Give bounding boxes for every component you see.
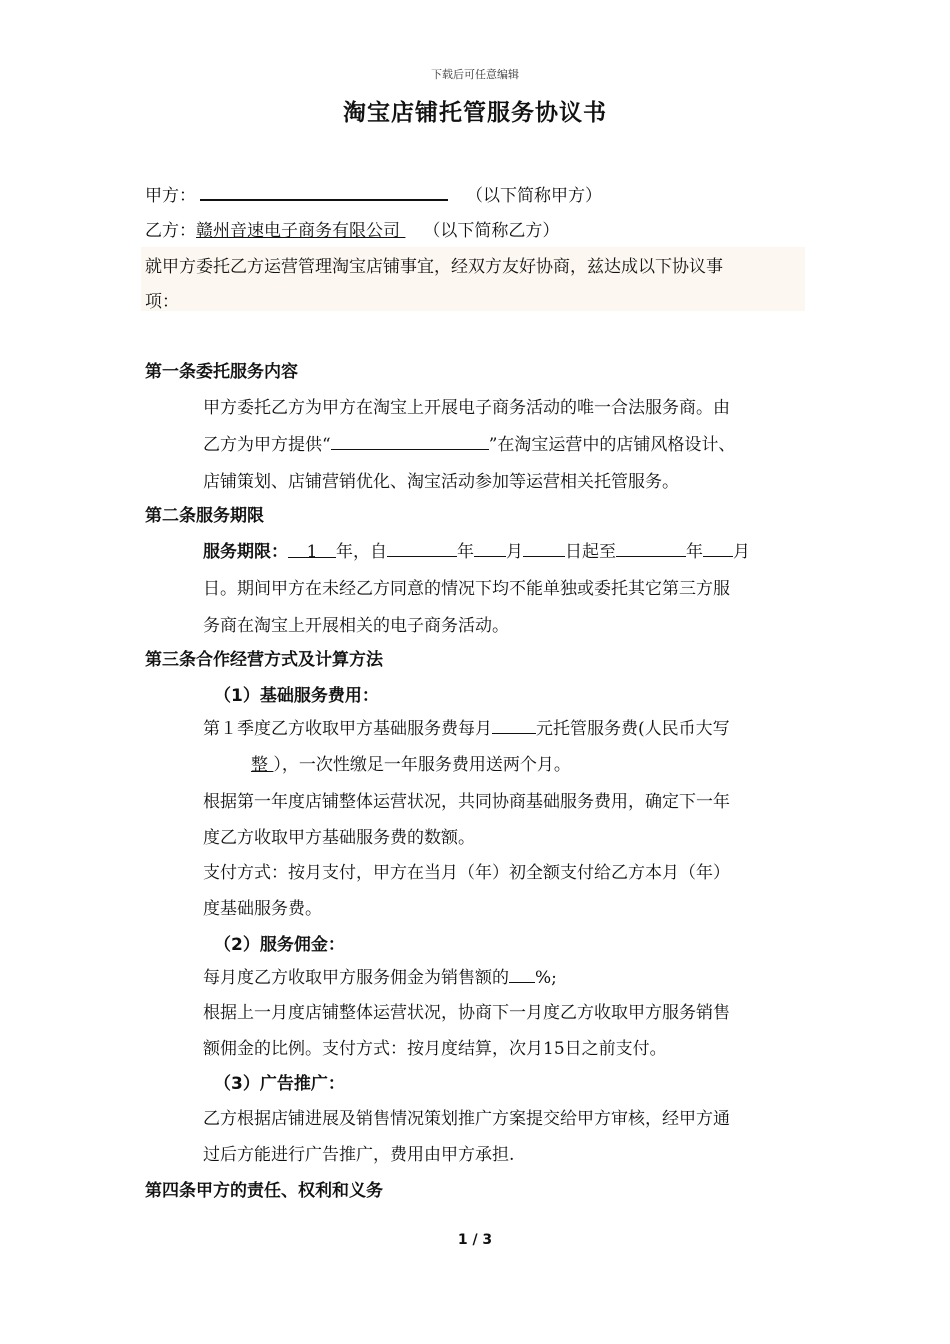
section-commission-heading: （2）服务佣金： [214,935,345,955]
commission-rate-blank [509,967,535,983]
term-years-value: 1 [288,542,336,558]
service-term-line: 服务期限： 1 年，自 年 月 日起至 年 月 [203,542,750,562]
intro-line-2: 项： [145,292,179,312]
article-2-line-3: 务商在淘宝上开展相关的电子商务活动。 [203,616,509,636]
party-b-line [145,216,559,241]
article-2-heading: 第二条服务期限 [145,506,264,526]
party-a-blank [200,184,448,201]
monthly-fee-blank [492,718,536,734]
page-number: 1 / 3 [457,1232,493,1248]
section-advertising-heading: （3）广告推广： [214,1074,345,1094]
article-1-heading: 第一条委托服务内容 [145,362,298,382]
section-basic-fee-heading: （1）基础服务费用： [214,686,379,706]
header-note: 下载后可任意编辑 [431,68,519,81]
commission-line-2: 根据上一月度店铺整体运营状况，协商下一月度乙方收取甲方服务销售 [203,1003,730,1023]
article-2-line-2: 日。期间甲方在未经乙方同意的情况下均不能单独或委托其它第三方服 [203,579,730,599]
amount-in-words-blank: 整 [251,755,268,775]
commission-line-3: 额佣金的比例。支付方式：按月度结算，次月15日之前支付。 [203,1039,667,1059]
article-3-heading: 第三条合作经营方式及计算方法 [145,650,383,670]
start-day-blank [523,541,565,557]
party-b-suffix: （以下简称乙方） [423,221,560,241]
service-term-label: 服务期限： [203,542,288,562]
basic-fee-line-2: 整 ），一次性缴足一年服务费用送两个月。 [203,750,571,775]
party-a-label: 甲方： [145,186,196,206]
article-1-line-1: 甲方委托乙方为甲方在淘宝上开展电子商务活动的唯一合法服务商。由 [203,398,730,418]
party-a-suffix: （以下简称甲方） [466,186,602,206]
end-month-blank [703,541,733,557]
party-a-line [145,181,602,206]
basic-fee-line-1: 第１季度乙方收取甲方基础服务费每月 元托管服务费(人民币大写 [203,719,730,739]
basic-fee-line-6: 度基础服务费。 [203,899,322,919]
document-title: 淘宝店铺托管服务协议书 [343,100,607,126]
advertising-line-2: 过后方能进行广告推广，费用由甲方承担. [203,1145,515,1165]
start-year-blank [387,541,457,557]
basic-fee-line-5: 支付方式：按月支付，甲方在当月（年）初全额支付给乙方本月（年） [203,863,730,883]
intro-line-1: 就甲方委托乙方运营管理淘宝店铺事宜，经双方友好协商，兹达成以下协议事 [145,257,723,277]
party-b-name: 赣州音速电子商务有限公司 [196,221,400,241]
commission-line-1: 每月度乙方收取甲方服务佣金为销售额的 %; [203,968,557,988]
basic-fee-line-3: 根据第一年度店铺整体运营状况，共同协商基础服务费用，确定下一年 [203,792,730,812]
service-name-blank [331,434,489,450]
basic-fee-line-4: 度乙方收取甲方基础服务费的数额。 [203,828,475,848]
article-1-line-2: 乙方为甲方提供“ ”在淘宝运营中的店铺风格设计、 [203,435,736,455]
party-b-label: 乙方： [145,221,196,241]
article-4-heading: 第四条甲方的责任、权利和义务 [145,1181,383,1201]
advertising-line-1: 乙方根据店铺进展及销售情况策划推广方案提交给甲方审核，经甲方通 [203,1109,730,1129]
end-year-blank [616,541,686,557]
start-month-blank [474,541,506,557]
article-1-line-3: 店铺策划、店铺营销优化、淘宝活动参加等运营相关托管服务。 [203,472,679,492]
